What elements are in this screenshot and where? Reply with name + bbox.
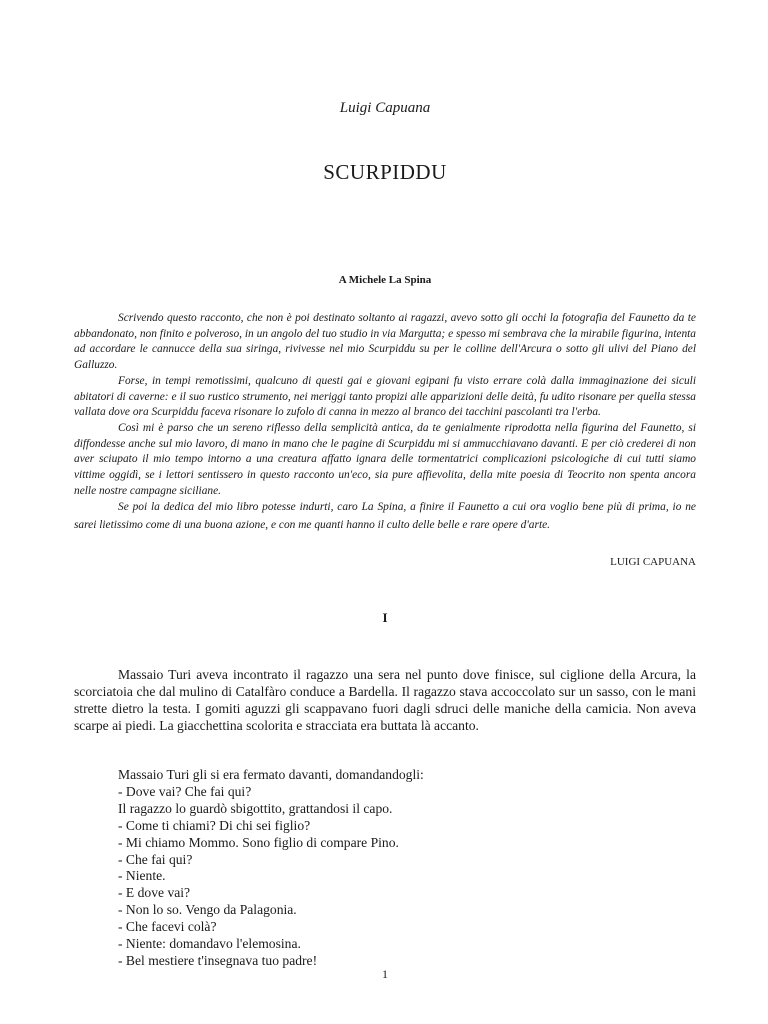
preface-paragraph: Se poi la dedica del mio libro potesse indurti, caro La Spina, a finire il Faunetto a cui ora voglio bene più di prima, io ne sarei lietissimo come di una buona azione, e con me quanti hanno il culto delle belle e rare opere d'arte.	[74, 501, 696, 531]
letter-signature: LUIGI CAPUANA	[610, 556, 696, 568]
dialogue-line: - E dove vai?	[118, 885, 191, 901]
dialogue-line: - Che facevi colà?	[118, 919, 217, 935]
document-page	[74, 0, 696, 1024]
chapter-body	[74, 666, 696, 734]
author-name: Luigi Capuana	[339, 100, 431, 116]
page-number: 1	[382, 967, 388, 981]
preface-paragraph: Così mi è parso che un sereno riflesso della semplicità antica, da te genialmente riprodotta nella figurina del Faunetto, si diffondesse anche sul mio lavoro, di mano in mano che le pagine di Scurpiddu mi si ammucchiavano davanti. E per ciò crederei di non aver sciupato il mio tempo intorno a una creatura affatto ignara delle tormentatrici complicazioni psicologiche di cui tutti siamo vittime oggidì, se i lettori sentissero in questo racconto un'eco, sia pure affievolita, della mite poesia di Teocrito non spenta ancora nelle nostre campagne siciliane.	[74, 421, 696, 497]
book-title: SCURPIDDU	[323, 160, 447, 184]
dialogue-line: - Mi chiamo Mommo. Sono figlio di compare Pino.	[118, 834, 399, 850]
dialogue-line: Massaio Turi gli si era fermato davanti, domandandogli:	[118, 767, 424, 782]
dialogue-line: - Come ti chiami? Di chi sei figlio?	[118, 817, 311, 833]
body-paragraph: Massaio Turi aveva incontrato il ragazzo una sera nel punto dove finisce, sul ciglione della Arcura, la scorciatoia che dal mulino di Catalfàro conduce a Bardella. Il ragazzo stava accoccolato sur un sasso, con le mani strette dietro la testa. I gomiti aguzzi gli scappavano fuori dagli sdruci delle maniche della camicia. Non aveva scarpe ai piedi. La giacchettina scolorita e stracciata era buttata là accanto.	[74, 667, 696, 733]
dialogue-line: - Non lo so. Vengo da Palagonia.	[118, 902, 297, 918]
preface-paragraph: Scrivendo questo racconto, che non è poi destinato soltanto ai ragazzi, avevo sotto gli occhi la fotografia del Faunetto da te abbandonato, non finito e polveroso, in un angolo del tuo studio in via Margutta; e spesso mi sembrava che la mirabile figurina, intenta ad accordare le cannucce della sua siringa, rivivesse nel mio Scurpiddu su per le colline dell'Arcura o sotto gli ulivi del Piano del Galluzzo.	[74, 312, 696, 372]
dialogue-line: - Niente: domandavo l'elemosina.	[118, 936, 301, 952]
dialogue-block	[118, 767, 696, 970]
dialogue-line: Il ragazzo lo guardò sbigottito, grattandosi il capo.	[118, 800, 393, 816]
dialogue-line: - Che fai qui?	[118, 851, 193, 867]
chapter-heading: I	[382, 610, 388, 625]
dialogue-line: - Dove vai? Che fai qui?	[118, 783, 252, 799]
dialogue-line: - Niente.	[118, 868, 166, 884]
preface-paragraph: Forse, in tempi remotissimi, qualcuno di questi gai e giovani egipani fu visto errare colà dalla immaginazione dei siculi abitatori di caverne: e il suo rustico strumento, nei meriggi tanto propizi alle apparizioni delle deità, fu udito risonare per quella stessa vallata dove ora Scurpiddu faceva risonare lo zufolo di canna in mezzo al branco dei tacchini pascolanti tra l'erba.	[74, 374, 696, 419]
dedication-letter	[74, 311, 696, 534]
dialogue-line: - Bel mestiere t'insegnava tuo padre!	[118, 952, 318, 968]
dedication-heading: A Michele La Spina	[338, 274, 432, 286]
